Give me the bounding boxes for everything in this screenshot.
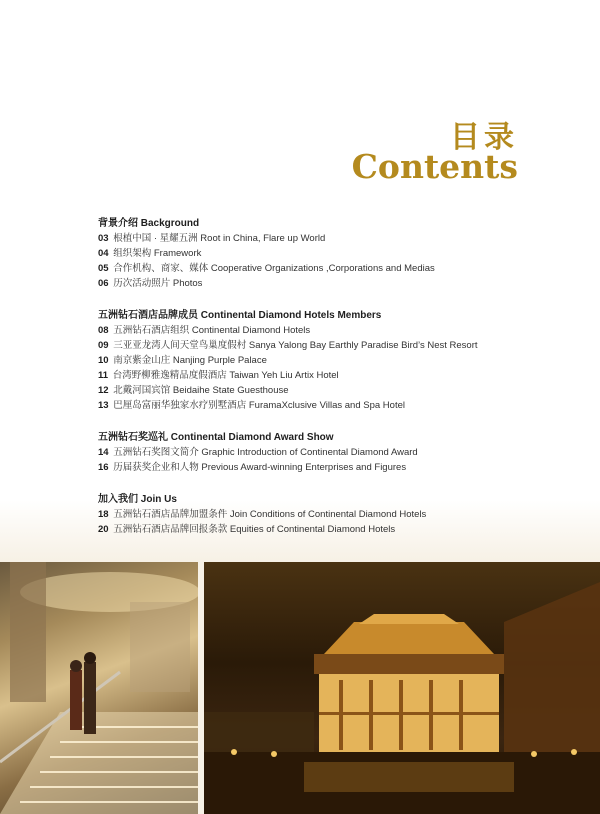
section-heading: 背景介绍 Background <box>98 218 200 229</box>
hotel-palace-night-photo <box>204 562 600 814</box>
toc-entry[interactable] <box>98 368 568 383</box>
page-number: 14 <box>98 447 109 458</box>
toc-entry[interactable] <box>98 353 568 368</box>
toc-entry[interactable] <box>98 383 568 398</box>
entry-title: 五洲钻石酒店品牌加盟条件 Join Conditions of Continental Diamond Hotels <box>113 509 427 520</box>
entry-title: 历届获奖企业和人物 Previous Award-winning Enterprises and Figures <box>113 462 407 473</box>
palace-illustration <box>204 562 600 814</box>
entry-title: 北戴河国宾馆 Beidaihe State Guesthouse <box>113 385 289 396</box>
toc-entry[interactable] <box>98 261 568 276</box>
title-chinese: 目录 <box>450 120 518 155</box>
page-number: 08 <box>98 325 109 336</box>
entry-title: 巴厘岛富丽华独家水疗别墅酒店 FuramaXclusive Villas and Spa Hotel <box>113 400 405 411</box>
table-of-contents <box>98 216 568 554</box>
page-number: 03 <box>98 233 109 244</box>
page-number: 05 <box>98 263 109 274</box>
toc-section <box>98 492 568 537</box>
page-number: 06 <box>98 278 109 289</box>
page-number: 09 <box>98 340 109 351</box>
page-number: 04 <box>98 248 109 259</box>
entry-title: 合作机构、商家、媒体 Cooperative Organizations ,Corporations and Medias <box>113 263 435 274</box>
toc-entry[interactable] <box>98 338 568 353</box>
entry-title: 五洲钻石奖图文简介 Graphic Introduction of Continental Diamond Award <box>113 447 418 458</box>
toc-entry[interactable] <box>98 507 568 522</box>
entry-title: 组织架构 Framework <box>113 248 202 259</box>
page-number: 11 <box>98 370 109 381</box>
hotel-staircase-photo <box>0 562 198 814</box>
toc-entry[interactable] <box>98 323 568 338</box>
toc-entry[interactable] <box>98 460 568 475</box>
toc-entry[interactable] <box>98 445 568 460</box>
toc-section <box>98 430 568 475</box>
toc-entry[interactable] <box>98 398 568 413</box>
title-english: Contents <box>351 147 518 186</box>
entry-title: 历次活动照片 Photos <box>113 278 203 289</box>
entry-title: 南京紫金山庄 Nanjing Purple Palace <box>113 355 267 366</box>
section-heading: 五洲钻石酒店品牌成员 Continental Diamond Hotels Members <box>98 310 382 321</box>
toc-section <box>98 216 568 291</box>
toc-entry[interactable] <box>98 276 568 291</box>
page-number: 20 <box>98 524 109 535</box>
toc-entry[interactable] <box>98 246 568 261</box>
section-heading: 五洲钻石奖巡礼 Continental Diamond Award Show <box>98 432 334 443</box>
entry-title: 根植中国 · 星耀五洲 Root in China, Flare up World <box>113 233 326 244</box>
toc-entry[interactable] <box>98 522 568 537</box>
page-number: 16 <box>98 462 109 473</box>
entry-title: 五洲钻石酒店品牌回报条款 Equities of Continental Diamond Hotels <box>113 524 396 535</box>
entry-title: 三亚亚龙湾人间天堂鸟巢度假村 Sanya Yalong Bay Earthly Paradise Bird’s Nest Resort <box>113 340 478 351</box>
page-number: 12 <box>98 385 109 396</box>
toc-entry[interactable] <box>98 231 568 246</box>
entry-title: 台湾野柳雅逸精品度假酒店 Taiwan Yeh Liu Artix Hotel <box>112 370 339 381</box>
page-number: 10 <box>98 355 109 366</box>
entry-title: 五洲钻石酒店组织 Continental Diamond Hotels <box>113 325 311 336</box>
section-heading: 加入我们 Join Us <box>98 494 177 505</box>
toc-section <box>98 308 568 413</box>
staircase-illustration <box>0 562 198 814</box>
page-number: 13 <box>98 400 109 411</box>
page-number: 18 <box>98 509 109 520</box>
